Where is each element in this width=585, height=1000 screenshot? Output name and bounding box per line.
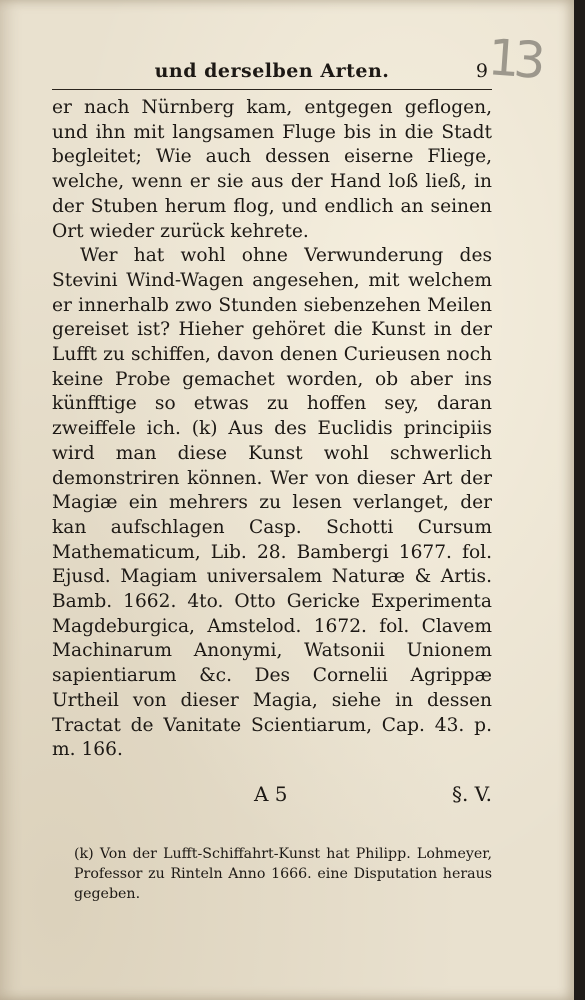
running-head	[52, 56, 492, 88]
pencil-folio-mark: 13	[486, 28, 542, 90]
header-rule	[52, 89, 492, 90]
page-number: 9	[475, 60, 488, 82]
main-text	[52, 96, 492, 763]
paragraph-2: Wer hat wohl ohne Verwunderung des Stevini Wind-Wagen angesehen, mit welchem er innerhalb zwo Stunden siebenzehen Meilen gereiset ist? Hieher gehöret die Kunst in der Lufft zu schiffen, davon denen Curieusen noch keine Probe gemachet worden, ob aber ins künfftige so etwas zu hoffen sey, daran zweiffele ich. (k) Aus des Euclidis principiis wird man diese Kunst wohl schwerlich demonstriren können. Wer von dieser Art der Magiæ ein mehrers zu lesen verlanget, der kan aufschlagen Casp. Schotti Cursum Mathematicum, Lib. 28. Bambergi 1677. fol. Ejusd. Magiam universalem Naturæ & Artis. Bamb. 1662. 4to. Otto Gericke Experimenta Magdeburgica, Amstelod. 1672. fol. Clavem Machinarum Anonymi, Watsonii Unionem sapientiarum &c. Des Cornelii Agrippæ Urtheil von dieser Magia, siehe in dessen Tractat de Vanitate Scientiarum, Cap. 43. p. m. 166.	[52, 245, 492, 761]
signature-mark: A 5	[254, 782, 288, 806]
page-edge-shadow	[574, 0, 585, 1000]
running-title: und derselben Arten.	[154, 60, 390, 82]
paragraph-1: er nach Nürnberg kam, entgegen geflogen, und ihn mit langsamen Fluge bis in die Stadt begleitet; Wie auch dessen eiserne Fliege, welche, wenn er sie aus der Hand loß ließ, in der Stuben herum flog, und endlich an seinen Ort wieder zurück kehrete.	[52, 97, 492, 242]
signature-line	[52, 782, 492, 810]
catchword: §. V.	[451, 782, 492, 806]
footnote: (k) Von der Lufft-Schiffahrt-Kunst hat Philipp. Lohmeyer, Professor zu Rinteln Anno 1666. eine Disputation heraus gegeben.	[74, 846, 492, 902]
